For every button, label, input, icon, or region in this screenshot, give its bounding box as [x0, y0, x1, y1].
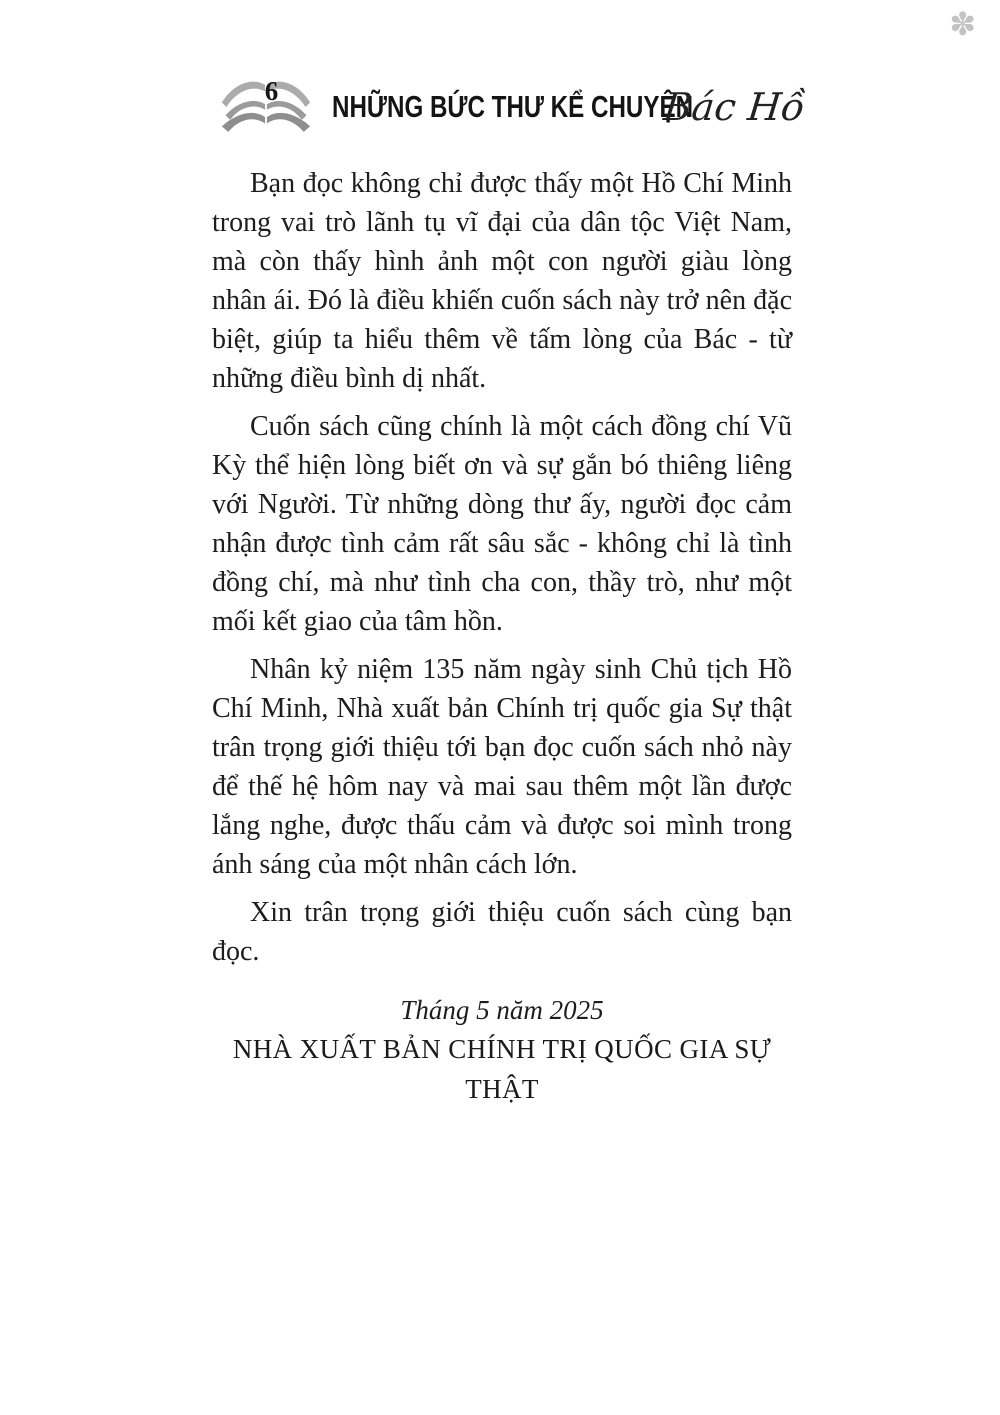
body-text	[212, 164, 792, 1109]
page-title-script: Bác Hồ	[661, 85, 807, 129]
body-paragraph: Xin trân trọng giới thiệu cuốn sách cùng bạn đọc.	[212, 897, 792, 967]
body-paragraph: Bạn đọc không chỉ được thấy một Hồ Chí Minh trong vai trò lãnh tụ vĩ đại của dân tộc Việt Nam, mà còn thấy hình ảnh một con người giàu lòng nhân ái. Đó là điều khiến cuốn sách này trở nên đặc biệt, giúp ta hiểu thêm về tấm lòng của Bác - từ những điều bình dị nhất.	[212, 168, 792, 394]
page-title-wrap	[332, 89, 694, 125]
body-paragraph: Nhân kỷ niệm 135 năm ngày sinh Chủ tịch Hồ Chí Minh, Nhà xuất bản Chính trị quốc gia Sự thật trân trọng giới thiệu tới bạn đọc cuốn sách nhỏ này để thế hệ hôm nay và mai sau thêm một lần được lắng nghe, được thấu cảm và được soi mình trong ánh sáng của một nhân cách lớn.	[212, 654, 792, 880]
page-number: 6	[264, 76, 279, 106]
flower-ornament-icon: ✽	[949, 5, 976, 43]
body-paragraph: Cuốn sách cũng chính là một cách đồng chí Vũ Kỳ thể hiện lòng biết ơn và sự gắn bó thiêng liêng với Người. Từ những dòng thư ấy, người đọc cảm nhận được tình cảm rất sâu sắc - không chỉ là tình đồng chí, mà như tình cha con, thầy trò, như một mối kết giao của tâm hồn.	[212, 411, 792, 637]
signature-block	[212, 991, 792, 1109]
open-book-icon	[220, 75, 312, 139]
page-header	[220, 74, 807, 140]
signature-publisher: NHÀ XUẤT BẢN CHÍNH TRỊ QUỐC GIA SỰ THẬT	[232, 1034, 772, 1104]
page-title: NHỮNG BỨC THƯ KỂ CHUYỆN	[332, 89, 694, 124]
signature-date: Tháng 5 năm 2025	[400, 995, 604, 1025]
